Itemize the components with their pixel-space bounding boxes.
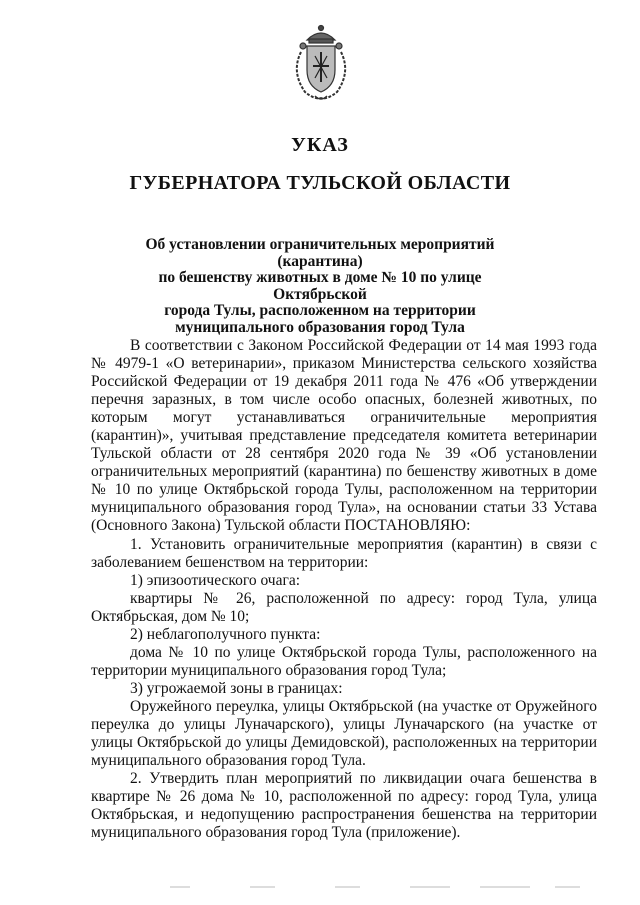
subject-line: города Тулы, расположенном на территории	[164, 302, 476, 319]
clause-1-paragraph: 1. Установить ограничительные мероприятия (карантин) в связи с заболеванием бешенством на территории:	[91, 535, 597, 571]
document-type-title: УКАЗ	[291, 134, 349, 156]
subclause-text: Оружейного переулка, улицы Октябрьской (на участке от Оружейного переулка до улицы Луначарского), улицы Луначарского (на участке от улицы Октябрьской до улицы Демидовской), расположенных на территории муниципального образования город Тула.	[91, 697, 597, 770]
decree-subject	[110, 237, 530, 336]
coat-of-arms-icon	[285, 22, 357, 102]
preamble-paragraph: В соответствии с Законом Российской Федерации от 14 мая 1993 года № 4979-1 «О ветеринарии», приказом Министерства сельского хозяйства Российской Федерации от 19 декабря 2011 года № 476 «Об утверждении перечня заразных, в том числе особо опасных, болезней животных, по которым могут устанавливаться ограничительные мероприятия (карантин)», учитывая представление председателя комитета ветеринарии Тульской области от 28 сентября 2020 года № 39 «Об установлении ограничительных мероприятий (карантина) по бешенству животных в доме № 10 по улице Октябрьской города Тулы, расположенном на территории муниципального образования город Тула», на основании статьи 33 Устава (Основного Закона) Тульской области ПОСТАНОВЛЯЮ:	[91, 337, 597, 535]
subclause-text: квартиры № 26, расположенной по адресу: город Тула, улица Октябрьская, дом № 10;	[91, 589, 597, 625]
subject-line: муниципального образования город Тула	[175, 318, 465, 336]
subclause-heading: 3) угрожаемой зоны в границах:	[130, 679, 343, 697]
subclause-heading: 1) эпизоотического очага:	[130, 571, 301, 589]
clause-2-paragraph: 2. Утвердить план мероприятий по ликвидации очага бешенства в квартире № 26 дома № 10, расположенной по адресу: город Тула, улица Октябрьская, и недопущению распространения бешенства на территории муниципального образования город Тула (приложение).	[91, 770, 597, 842]
issuer-title: ГУБЕРНАТОРА ТУЛЬСКОЙ ОБЛАСТИ	[129, 172, 511, 194]
subject-line: по бешенству животных в доме № 10 по улице Октябрьской	[158, 269, 482, 303]
subclause-text: дома № 10 по улице Октябрьской города Тулы, расположенного на территории муниципального образования город Тула;	[91, 643, 597, 679]
subject-line: Об установлении ограничительных мероприятий (карантина)	[145, 236, 495, 270]
decree-body	[91, 337, 597, 842]
subclause-heading: 2) неблагополучного пункта:	[130, 625, 321, 643]
scan-artifacts	[0, 884, 640, 890]
